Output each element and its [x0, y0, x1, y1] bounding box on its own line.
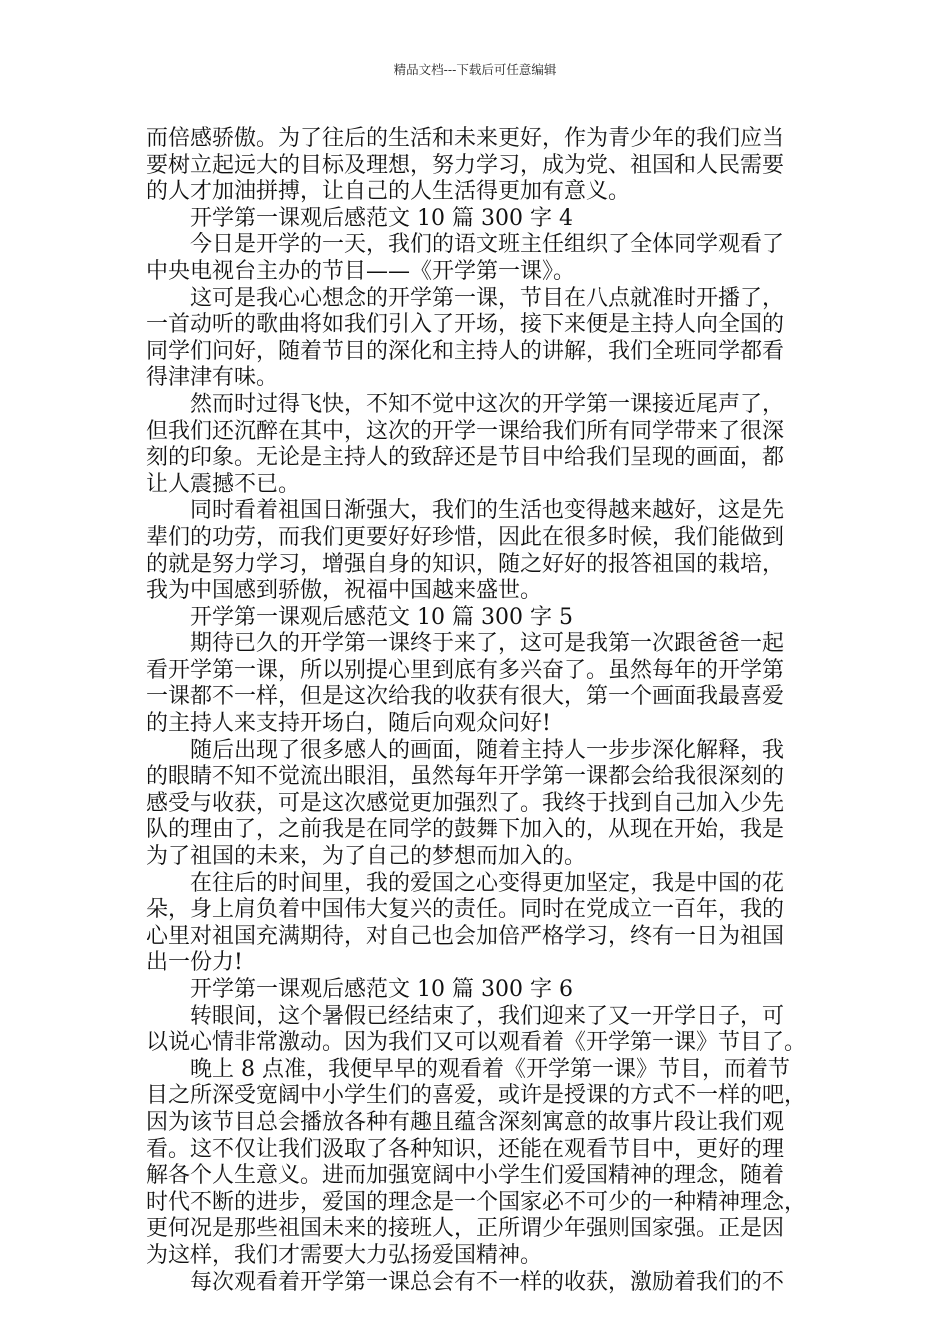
section-heading: 开学第一课观后感范文 10 篇 300 字 4: [190, 205, 573, 231]
text-line: 同时看着祖国日渐强大，我们的生活也变得越来越好，这是先: [190, 498, 785, 524]
text-line: 期待已久的开学第一课终于来了，这可是我第一次跟爸爸一起: [190, 631, 785, 657]
text-line: 以说心情非常激动。因为我们又可以观看着《开学第一课》节目了。: [146, 1030, 807, 1056]
text-line: 更何况是那些祖国未来的接班人，正所谓少年强则国家强。正是因: [146, 1216, 785, 1242]
text-line: 朵，身上肩负着中国伟大复兴的责任。同时在党成立一百年，我的: [146, 897, 785, 923]
text-line: 但我们还沉醉在其中，这次的开学一课给我们所有同学带来了很深: [146, 418, 785, 444]
text-line: 每次观看着开学第一课总会有不一样的收获，激励着我们的不: [190, 1269, 785, 1295]
section-heading: 开学第一课观后感范文 10 篇 300 字 5: [190, 604, 573, 630]
text-line: 转眼间，这个暑假已经结束了，我们迎来了又一开学日子，可: [190, 1003, 785, 1029]
text-line: 为这样，我们才需要大力弘扬爱国精神。: [146, 1242, 543, 1268]
text-line: 我为中国感到骄傲，祝福中国越来盛世。: [146, 578, 543, 604]
text-line: 让人震撼不已。: [146, 471, 301, 497]
text-line: 解各个人生意义。进而加强宽阔中小学生们爱国精神的理念，随着: [146, 1163, 785, 1189]
text-line: 为了祖国的未来，为了自己的梦想而加入的。: [146, 844, 587, 870]
text-line: 心里对祖国充满期待，对自己也会加倍严格学习，终有一日为祖国: [146, 923, 785, 949]
text-line: 刻的印象。无论是主持人的致辞还是节目中给我们呈现的画面，都: [146, 445, 785, 471]
section-heading: 开学第一课观后感范文 10 篇 300 字 6: [190, 977, 573, 1002]
text-line: 队的理由了，之前我是在同学的鼓舞下加入的，从现在开始，我是: [146, 817, 785, 843]
text-line: 要树立起远大的目标及理想，努力学习，成为党、祖国和人民需要: [146, 152, 785, 178]
text-line: 的主持人来支持开场白，随后向观众问好!: [146, 711, 551, 737]
text-line: 晚上 8 点准，我便早早的观看着《开学第一课》节目，而着节: [190, 1056, 790, 1082]
text-line: 看。这不仅让我们汲取了各种知识，还能在观看节目中，更好的理: [146, 1136, 785, 1162]
text-line: 因为该节目总会播放各种有趣且蕴含深刻寓意的故事片段让我们观: [146, 1109, 785, 1135]
page-header: 精品文档---下载后可任意编辑: [393, 62, 557, 77]
text-line: 这可是我心心想念的开学第一课，节目在八点就准时开播了，: [190, 285, 785, 311]
text-line: 一首动听的歌曲将如我们引入了开场，接下来便是主持人向全国的: [146, 312, 785, 338]
text-line: 今日是开学的一天，我们的语文班主任组织了全体同学观看了: [190, 232, 785, 258]
text-line: 出一份力!: [146, 950, 243, 976]
text-line: 的眼睛不知不觉流出眼泪，虽然每年开学第一课都会给我很深刻的: [146, 764, 785, 790]
text-line: 得津津有味。: [146, 365, 279, 391]
document-body: [146, 126, 810, 1296]
text-line: 感受与收获，可是这次感觉更加强烈了。我终于找到自己加入少先: [146, 790, 785, 816]
text-line: 看开学第一课，所以别提心里到底有多兴奋了。虽然每年的开学第: [146, 657, 785, 683]
text-line: 中央电视台主办的节目——《开学第一课》。: [146, 258, 576, 284]
text-line: 辈们的功劳，而我们更要好好珍惜，因此在很多时候，我们能做到: [146, 524, 785, 550]
text-line: 的就是努力学习，增强自身的知识，随之好好的报答祖国的栽培，: [146, 551, 785, 577]
text-line: 在往后的时间里，我的爱国之心变得更加坚定，我是中国的花: [190, 870, 785, 896]
text-line: 随后出现了很多感人的画面，随着主持人一步步深化解释，我: [190, 737, 785, 763]
text-line: 的人才加油拼搏，让自己的人生活得更加有意义。: [146, 179, 631, 205]
text-line: 时代不断的进步，爱国的理念是一个国家必不可少的一种精神理念，: [146, 1189, 807, 1215]
text-line: 目之所深受宽阔中小学生们的喜爱，或许是授课的方式不一样的吧，: [146, 1083, 807, 1109]
text-line: 然而时过得飞快，不知不觉中这次的开学第一课接近尾声了，: [190, 391, 785, 417]
text-line: 一课都不一样，但是这次给我的收获有很大，第一个画面我最喜爱: [146, 684, 785, 710]
text-line: 同学们问好，随着节目的深化和主持人的讲解，我们全班同学都看: [146, 338, 785, 364]
text-line: 而倍感骄傲。为了往后的生活和未来更好，作为青少年的我们应当: [146, 126, 785, 151]
